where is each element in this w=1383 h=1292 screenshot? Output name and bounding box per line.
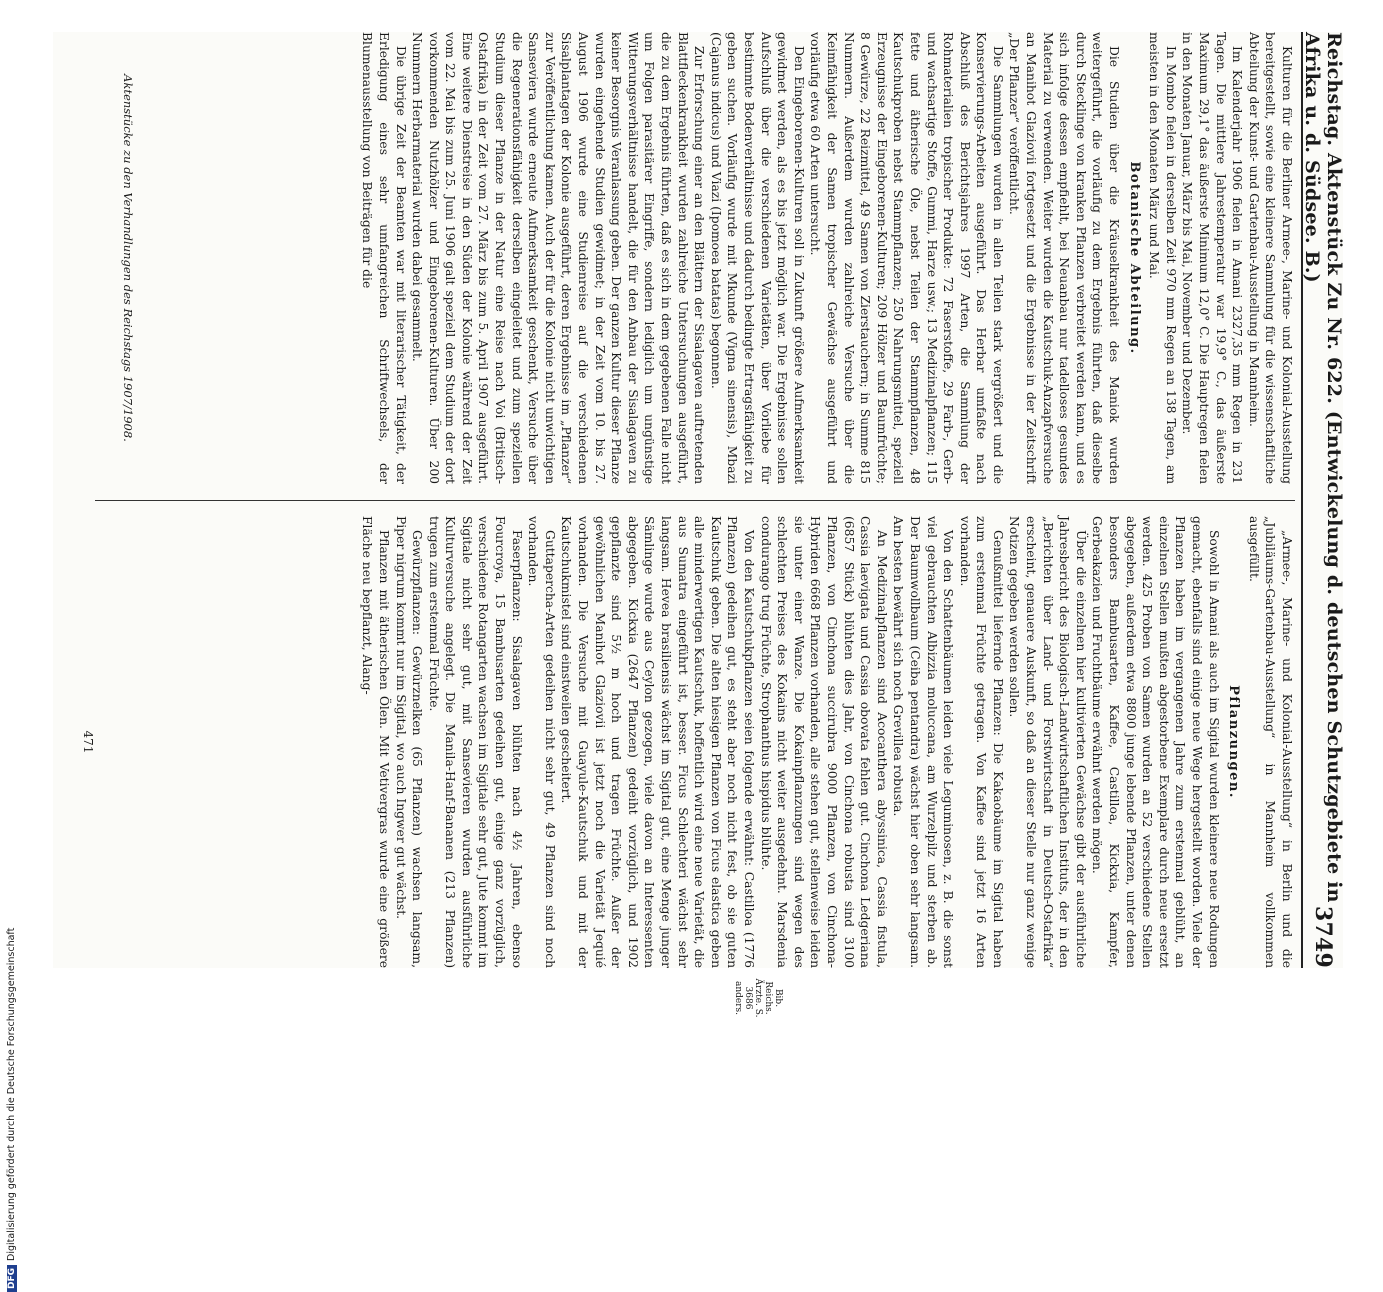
paragraph: „Armee-, Marine- und Kolonial-Ausstellung“ in Berlin und die „Jubiläums-Gartenbau-Ausstellung“ in Mannheim vollkommen ausgefüllt. xyxy=(1246,516,1294,968)
paragraph: Sowohl in Amani als auch im Sigital wurden kleinere neue Rodungen gemacht, ebenfalls sind einige neue Wege hergestellt worden. Viele der Pflanzen haben im vergangenen Jahre zum erstenmal geblüht, an einzelnen Stellen mußten abgestorbene Exemplare durch neue ersetzt werden. 425 Proben von Samen wurden an 52 verschiedene Stellen abgegeben, außerdem etwa 8800 junge lebende Pflanzen, unter denen besonders Bambusarten, Kaffee, Castilloa, Kickxia, Kampfer, Gerbeakazien und Fruchtbäume erwähnt werden mögen. xyxy=(1090,516,1221,968)
paragraph: Pflanzen mit ätherischen Ölen. Mit Vetivergras wurde eine größere Fläche neu bepflanzt, Alang- xyxy=(360,516,391,968)
paragraph: Guttapercha-Arten gedeihen nicht sehr gut, 49 Pflanzen sind noch vorhanden. xyxy=(526,516,557,968)
paragraph: Die Studien über die Kräuselkrankheit des Maniok wurden weitergeführt, die vorläufig zu dem Ergebnis führten, daß dieselbe durch Stecklinge von kranken Pflanzen verbreitet werden kann, und es sich infolge dessen empfiehlt, bei Neuanbau nur tadelloses gesundes Material zu verwenden. Weiter wurden die Kautschuk-Anzapfversuche an Manihot Glaziovii fortgesetzt und die Ergebnisse in der Zeitschrift „Der Pflanzer“ veröffentlicht. xyxy=(1007,32,1122,484)
paragraph: Zur Erforschung einer an den Blättern der Sisalagaven auftretenden Blattfleckenkrankheit wurden zahlreiche Untersuchungen ausgeführt, die zu dem Ergebnis führten, daß es sich in dem gegebenen Falle nicht um Folgen parasitärer Eingriffe, sondern lediglich um ungünstige Witterungsverhältnisse handelt, die für den Anbau der Sisalagaven zu keiner Besorgnis Veranlassung geben. Der ganzen Kultur dieser Pflanze wurden eingehende Studien gewidmet; in der Zeit vom 10. bis 27. August 1906 wurde eine Studienreise auf die verschiedenen Sisalplantagen der Kolonie ausgeführt, deren Ergebnisse im „Pflanzer“ zur Veröffentlichung kamen. Auch der für die Kolonie nicht unwichtigen Sanseviera wurde erneute Aufmerksamkeit geschenkt, Versuche über die Regenerationsfähigkeit derselben eingeleitet und zum speziellen Studium dieser Pflanze in der Natur eine Reise nach Voi (Britisch-Ostafrika) in der Zeit vom 27. März bis zum 5. April 1907 ausgeführt. Eine weitere Dienstreise in den Süden der Kolonie während der Zeit vom 22. Mai bis zum 25. Juni 1906 galt speziell dem Studium der dort vorkommenden Nutzhölzer und Eingeborenen-Kulturen. Über 200 Nummern Herbarmaterial wurden dabei gesammelt. xyxy=(410,32,707,484)
paragraph: Die Sammlungen wurden in allen Teilen stark vergrößert und die Konservierungs-Arbeiten ausgeführt. Das Herbar umfaßte nach Abschluß des Berichtsjahres 1997 Arten, die Sammlung der Rohmaterialien tropischer Produkte: 72 Faserstoffe, 29 Farb-, Gerb- und wachsartige Stoffe, Gummi, Harze usw.; 13 Medizinalpflanzen; 115 fette und ätherische Öle, nebst Teilen der Stammpflanzen, 48 Kautschukproben nebst Stammpflanzen; 250 Nahrungsmittel, speziell Erzeugnisse der Eingeborenen-Kulturen; 209 Hölzer und Baumfrüchte; 8 Gewürze, 22 Reizmittel, 49 Samen von Zierstauchern; in Summe 815 Nummern. Außerdem wurden zahlreiche Versuche über die Keimfähigkeit der Samen tropischer Gewächse ausgeführt und vorläufig etwa 60 Arten untersucht. xyxy=(808,32,1005,484)
paragraph: Gewürzpflanzen: Gewürznelken (65 Pflanzen) wachsen langsam, Piper nigrum kommt nur im Sigital, wo auch Ingwer gut wächst. xyxy=(393,516,425,968)
right-paragraphs-1 xyxy=(1245,516,1295,968)
page-header xyxy=(1301,32,1343,968)
paragraph: Im Kalenderjahr 1906 fielen in Amani 2327,35 mm Regen in 231 Tagen. Die mittlere Jahrestemperatur war 19,9° C., das äußerste Maximum 29,1° das äußerste Minimum 12,0° C. Die Hauptregen fielen in den Monaten Januar, März bis Mai, November und Dezember. xyxy=(1180,32,1245,484)
page-number: 471 xyxy=(81,730,95,754)
paragraph: Von den Kautschukpflanzen seien folgende erwähnt: Castilloa (1776 Pflanzen) gedeihen gut, es steht aber noch nicht fest, ob sie guten Kautschuk geben. Die alten hiesigen Pflanzen von Ficus elastica geben alle minderwertigen Kautschuk, hoffentlich wird eine neue Varietät, die aus Sumatra eingeführt ist, besser. Ficus Schlechteri wächst sehr langsam. Hevea brasiliensis wächst im Sigital gut, eine Menge junger Sämlinge wurde aus Ceylon gezogen, viele davon an Interessenten abgegeben. Kickxia (2647 Pflanzen) gedeiht vorzüglich, und 1902 gepflanzte sind 5½ m hoch und tragen Früchte. Außer der gewöhnlichen Manihot Glaziovii ist jetzt noch die Varietät Jequié vorhanden. Die Versuche mit Guayule-Kautschuk und mit der Kautschukmistel sind einstweilen gescheitert. xyxy=(559,516,756,968)
paragraph: Faserpflanzen: Sisalagaven blühten nach 4½ Jahren, ebenso Fourcroya, 15 Bambusarten gedeihen gut, einige ganz vorzüglich, verschiedene Rotangarten wachsen im Sigitale sehr gut, Jute kommt im Sigitale nicht sehr gut, mit Sansevieren wurden ausführliche Kulturversuche angelegt. Die Manila-Hanf-Bananen (213 Pflanzen) trugen zum erstenmal Früchte. xyxy=(426,516,524,968)
header-title: Reichstag. Aktenstück Zu Nr. 622. (Entwickelung d. deutschen Schutzgebiete in Afrika u. d. Südsee. B.) xyxy=(1301,32,1345,903)
paragraph: Den Eingeborenen-Kulturen soll in Zukunft größere Aufmerksamkeit gewidmet werden, als es bis jetzt möglich war. Die Ergebnisse sollen Aufschluß über die verschiedenen Varietäten, über Vorliebe für bestimmte Bodenverhältnisse und dadurch bedingte Ertragsfähigkeit zu geben suchen. Vorläufig wurde mit Mkunde (Vigna sinensis), Mbazi (Cajanus indicus) und Viazi (Ipomoea batatas) begonnen. xyxy=(708,32,806,484)
scanned-page xyxy=(53,32,1345,1018)
right-heading: Pflanzungen. xyxy=(1226,685,1242,799)
column-divider xyxy=(95,500,1295,501)
header-number: 3749 xyxy=(1310,905,1336,968)
right-column xyxy=(359,516,1295,968)
digitization-credit xyxy=(6,928,17,1292)
paragraph: Genußmittel liefernde Pflanzen: Die Kakaobäume im Sigital haben zum erstenmal Früchte getragen. Von Kaffee sind jetzt 16 Arten vorhanden. xyxy=(957,516,1005,968)
left-paragraphs-2 xyxy=(359,32,1122,484)
left-heading: Botanische Abteilung. xyxy=(1126,161,1142,355)
margin-note: Bib. Reichs. Ärzte. S. 3686 anders. xyxy=(733,978,783,1018)
page-footer: Aktenstücke zu den Verhandlungen des Reichstags 1907/1908. xyxy=(121,74,135,442)
left-paragraphs-1 xyxy=(1146,32,1295,484)
left-column xyxy=(359,32,1295,484)
right-paragraphs-2 xyxy=(359,516,1222,968)
paragraph: An Medizinalpflanzen sind Acocanthera abyssinica, Cassia fistula, Cassia laevigata und Cassia obovata fehlen gut. Cinchona Ledgeriana (6857 Stück) blühten dies Jahr, von Cinchona robusta sind 3100 Pflanzen, von Cinchona succirubra 9000 Pflanzen, von Cinchona-Hybriden 6668 Pflanzen vorhanden, alle stehen gut, stellenweise leiden sie unter einer Wanze. Die Kokainpflanzungen sind wegen des schlechten Preises des Kokains nicht weiter ausgedehnt. Marsdenia condurango trug Früchte, Strophanthus hispidus blühte. xyxy=(758,516,889,968)
paragraph: Die übrige Zeit der Beamten war mit literarischer Tätigkeit, der Erledigung eines sehr umfangreichen Schriftwechsels, der Blumenausstellung von Beiträgen für die xyxy=(360,32,408,484)
paragraph: Kulturen für die Berliner Armee-, Marine- und Kolonial-Ausstellung bereitgestellt, sowie eine kleinere Sammlung für die wissenschaftliche Abteilung der Kunst- und Gartenbau-Ausstellung in Mannheim. xyxy=(1246,32,1294,484)
digitization-credit-text: Digitalisierung gefördert durch die Deutsche Forschungsgemeinschaft xyxy=(6,927,17,1261)
dfg-logo: DFG xyxy=(7,1265,17,1292)
paragraph: Über die einzelnen hier kultivierten Gewächse gibt der ausführliche Jahresbericht des Biologisch-Landwirtschaftlichen Instituts, der in den „Berichten über Land- und Forstwirtschaft in Deutsch-Ostafrika“ erscheint, genauere Auskunft, so daß an dieser Stelle nur ganz wenige Notizen gegeben werden sollen. xyxy=(1007,516,1088,968)
paragraph: Von den Schattenbäumen leiden viele Leguminosen, z. B. die sonst viel gebrauchten Albizzia moluccana, am Wurzelpilz und sterben ab. Der Baumwollbaum (Ceiba pentandra) wächst hier oben sehr langsam. Am besten bewährt sich noch Grevillea robusta. xyxy=(891,516,956,968)
paragraph: In Mombo fielen in derselben Zeit 970 mm Regen an 138 Tagen, am meisten in den Monaten März und Mai. xyxy=(1147,32,1178,484)
